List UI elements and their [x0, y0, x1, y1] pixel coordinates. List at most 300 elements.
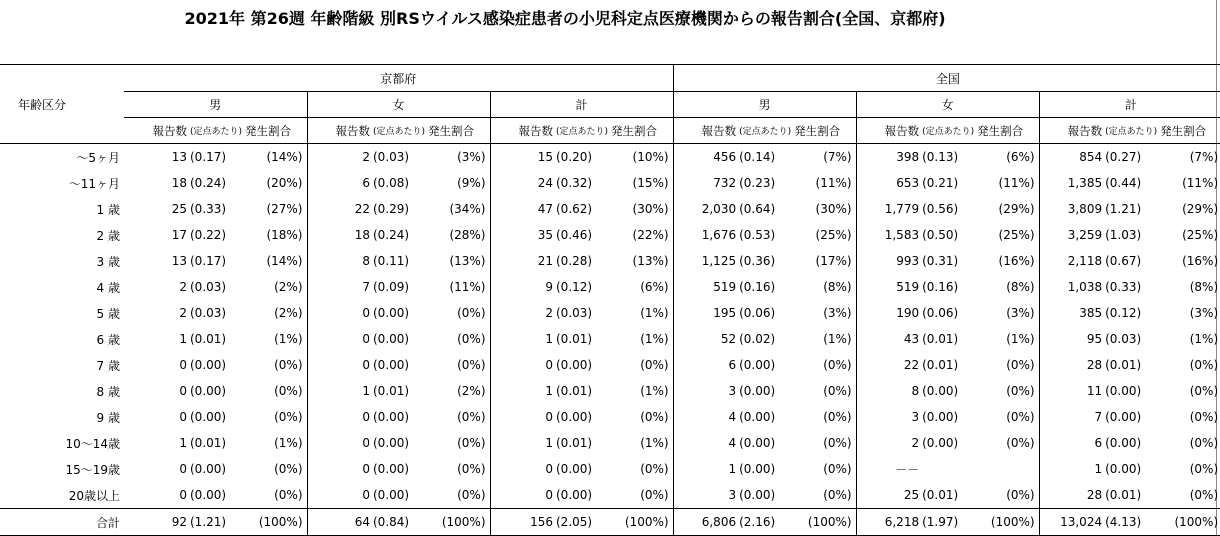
- report-count: 0: [490, 456, 553, 482]
- age-label: 7 歳: [96, 358, 120, 373]
- report-count: 0: [307, 430, 370, 456]
- table-row: [0, 326, 1220, 352]
- per-site-value: (0.06): [739, 306, 776, 320]
- report-count: 1: [179, 332, 187, 346]
- report-count: 1: [1039, 456, 1102, 482]
- incidence-rate: (2%): [457, 384, 486, 398]
- incidence-rate: (0%): [1189, 436, 1219, 450]
- col-per-site-header: (定点あたり): [919, 118, 977, 144]
- per-site-value: (0.00): [373, 488, 410, 502]
- per-site-value: (0.00): [190, 384, 227, 398]
- col-reports-header: 報告数: [1039, 118, 1102, 144]
- report-count: 4: [673, 430, 736, 456]
- per-site-value: (1.21): [187, 509, 245, 536]
- per-site-value: (0.00): [1105, 436, 1142, 450]
- age-label: 5 歳: [96, 306, 120, 321]
- per-site-value: (0.03): [190, 280, 227, 294]
- report-count: 0: [307, 326, 370, 352]
- report-count: 3: [673, 482, 736, 509]
- report-count: 18: [307, 222, 370, 248]
- age-label: 9 歳: [96, 410, 120, 425]
- incidence-rate: (0%): [1006, 488, 1035, 502]
- report-count: 993: [856, 248, 919, 274]
- incidence-rate: (14%): [266, 150, 303, 164]
- report-count: 854: [1039, 144, 1102, 171]
- incidence-rate: (0%): [823, 436, 852, 450]
- report-count: 2,030: [673, 196, 736, 222]
- col-per-site-header: (定点あたり): [1102, 118, 1160, 144]
- incidence-rate: (100%): [428, 509, 490, 536]
- table-row: [0, 274, 1220, 300]
- report-count: 0: [307, 404, 370, 430]
- incidence-rate: (100%): [977, 509, 1039, 536]
- report-count: 2: [307, 144, 370, 171]
- report-count: 1,779: [856, 196, 919, 222]
- col-rate-header: 発生割合: [428, 118, 490, 144]
- incidence-rate: (1%): [640, 436, 669, 450]
- incidence-rate: (0%): [823, 488, 852, 502]
- incidence-rate: (0%): [640, 410, 669, 424]
- per-site-value: (0.01): [922, 488, 959, 502]
- incidence-rate: (100%): [611, 509, 673, 536]
- age-label: 6 歳: [96, 332, 120, 347]
- report-count: 2: [179, 280, 187, 294]
- per-site-value: (0.00): [556, 488, 593, 502]
- per-site-value: (0.01): [556, 436, 593, 450]
- incidence-rate: (13%): [632, 254, 669, 268]
- incidence-rate: (30%): [632, 202, 669, 216]
- report-count: 1,038: [1039, 274, 1102, 300]
- report-count: 0: [179, 384, 187, 398]
- report-count: 8: [856, 378, 919, 404]
- incidence-rate: (0%): [1006, 410, 1035, 424]
- report-count: 64: [307, 509, 370, 536]
- incidence-rate: (0%): [457, 436, 486, 450]
- report-count: 17: [171, 228, 187, 242]
- incidence-rate: (0%): [640, 488, 669, 502]
- report-count: 653: [856, 170, 919, 196]
- per-site-value: (0.12): [556, 280, 593, 294]
- incidence-rate: (0%): [823, 462, 852, 476]
- incidence-rate: (18%): [266, 228, 303, 242]
- table-row: [0, 352, 1220, 378]
- per-site-value: (0.00): [922, 410, 959, 424]
- per-site-value: (4.13): [1102, 509, 1160, 536]
- incidence-rate: (0%): [823, 358, 852, 372]
- per-site-value: (0.00): [190, 462, 227, 476]
- per-site-value: (0.00): [556, 358, 593, 372]
- report-count: 1,583: [856, 222, 919, 248]
- report-count: 0: [490, 404, 553, 430]
- incidence-rate: (8%): [1189, 280, 1219, 294]
- report-count: 43: [856, 326, 919, 352]
- per-site-value: (0.00): [922, 384, 959, 398]
- sex-header: 男: [673, 92, 856, 118]
- table-row: [0, 300, 1220, 326]
- incidence-rate: (1%): [1006, 332, 1035, 346]
- incidence-rate: (6%): [1006, 150, 1035, 164]
- incidence-rate: (0%): [1006, 358, 1035, 372]
- incidence-rate: (11%): [815, 176, 852, 190]
- col-per-site-header: (定点あたり): [370, 118, 428, 144]
- col-reports-header: 報告数: [490, 118, 553, 144]
- col-reports-header: 報告数: [307, 118, 370, 144]
- incidence-rate: (0%): [457, 332, 486, 346]
- report-count: 52: [673, 326, 736, 352]
- table-row: [0, 144, 1220, 171]
- report-count: 1: [673, 456, 736, 482]
- incidence-rate: (0%): [1189, 384, 1219, 398]
- per-site-value: (0.01): [1105, 358, 1142, 372]
- incidence-rate: (28%): [449, 228, 486, 242]
- per-site-value: (0.00): [1105, 384, 1142, 398]
- per-site-value: (0.67): [1105, 254, 1142, 268]
- incidence-rate: (0%): [274, 410, 303, 424]
- incidence-rate: (0%): [457, 410, 486, 424]
- report-count: 190: [856, 300, 919, 326]
- incidence-rate: (1%): [823, 332, 852, 346]
- report-count: 0: [490, 352, 553, 378]
- report-count: 156: [490, 509, 553, 536]
- report-count: 8: [307, 248, 370, 274]
- age-label: 2 歳: [96, 228, 120, 243]
- incidence-rate: (30%): [815, 202, 852, 216]
- per-site-value: (0.00): [739, 462, 776, 476]
- per-site-value: (0.00): [1105, 462, 1142, 476]
- per-site-value: (0.46): [556, 228, 593, 242]
- incidence-rate: (16%): [998, 254, 1035, 268]
- report-count: 1,125: [673, 248, 736, 274]
- incidence-rate: (0%): [1006, 436, 1035, 450]
- age-label: 合計: [0, 509, 124, 536]
- age-label: ～5ヶ月: [76, 150, 120, 165]
- per-site-value: (0.00): [556, 410, 593, 424]
- sex-header: 女: [307, 92, 490, 118]
- incidence-rate: (1%): [640, 332, 669, 346]
- report-count: 3,259: [1039, 222, 1102, 248]
- report-count: 4: [673, 404, 736, 430]
- age-label: ～11ヶ月: [68, 176, 120, 191]
- col-reports-header: 報告数: [124, 118, 187, 144]
- per-site-value: (0.56): [922, 202, 959, 216]
- per-site-value: (0.00): [739, 384, 776, 398]
- per-site-value: [919, 456, 977, 482]
- incidence-rate: (1%): [274, 436, 303, 450]
- total-row: [0, 509, 1220, 536]
- incidence-rate: (0%): [1189, 358, 1219, 372]
- incidence-rate: (0%): [457, 462, 486, 476]
- report-count: －－: [856, 456, 919, 482]
- per-site-value: (0.01): [190, 332, 227, 346]
- report-count: 1,385: [1039, 170, 1102, 196]
- incidence-rate: (25%): [998, 228, 1035, 242]
- incidence-rate: (10%): [632, 150, 669, 164]
- per-site-value: (0.00): [1105, 410, 1142, 424]
- incidence-rate: (29%): [998, 202, 1035, 216]
- report-count: 24: [490, 170, 553, 196]
- report-count: 3,809: [1039, 196, 1102, 222]
- per-site-value: (0.03): [373, 150, 410, 164]
- per-site-value: (0.01): [556, 332, 593, 346]
- col-reports-header: 報告数: [856, 118, 919, 144]
- per-site-value: (0.00): [739, 410, 776, 424]
- report-count: 7: [1039, 404, 1102, 430]
- table-row: [0, 170, 1220, 196]
- incidence-rate: (0%): [640, 462, 669, 476]
- age-label: 10～14歳: [65, 436, 120, 451]
- per-site-value: (0.14): [739, 150, 776, 164]
- report-count: 0: [307, 352, 370, 378]
- incidence-rate: (0%): [274, 488, 303, 502]
- per-site-value: (0.00): [373, 358, 410, 372]
- per-site-value: (0.36): [739, 254, 776, 268]
- per-site-value: (0.33): [1105, 280, 1142, 294]
- incidence-rate: (34%): [449, 202, 486, 216]
- per-site-value: (0.16): [922, 280, 959, 294]
- per-site-value: (0.32): [556, 176, 593, 190]
- per-site-value: (0.00): [190, 410, 227, 424]
- col-per-site-header: (定点あたり): [187, 118, 245, 144]
- incidence-rate: (3%): [1189, 306, 1219, 320]
- table-row: [0, 482, 1220, 509]
- report-count: 35: [490, 222, 553, 248]
- incidence-rate: (29%): [1182, 202, 1219, 216]
- per-site-value: (0.64): [739, 202, 776, 216]
- incidence-rate: (17%): [815, 254, 852, 268]
- incidence-rate: (0%): [274, 462, 303, 476]
- incidence-rate: (1%): [640, 306, 669, 320]
- incidence-rate: (25%): [815, 228, 852, 242]
- table-row: [0, 430, 1220, 456]
- incidence-rate: (0%): [823, 384, 852, 398]
- incidence-rate: [977, 456, 1039, 482]
- incidence-rate: (20%): [266, 176, 303, 190]
- incidence-rate: (25%): [1182, 228, 1219, 242]
- per-site-value: (0.17): [190, 254, 227, 268]
- per-site-value: (1.03): [1105, 228, 1142, 242]
- per-site-value: (0.03): [190, 306, 227, 320]
- report-count: 0: [179, 358, 187, 372]
- incidence-rate: (0%): [1006, 384, 1035, 398]
- report-count: 3: [856, 404, 919, 430]
- report-count: 2: [856, 430, 919, 456]
- incidence-rate: (1%): [274, 332, 303, 346]
- sex-header: 計: [1039, 92, 1220, 118]
- incidence-rate: (13%): [449, 254, 486, 268]
- report-count: 13,024: [1039, 509, 1102, 536]
- incidence-rate: (11%): [449, 280, 486, 294]
- per-site-value: (0.31): [922, 254, 959, 268]
- report-count: 1: [490, 326, 553, 352]
- report-count: 6: [307, 170, 370, 196]
- per-site-value: (0.29): [373, 202, 410, 216]
- per-site-value: (0.01): [190, 436, 227, 450]
- report-count: 18: [171, 176, 187, 190]
- report-count: 22: [856, 352, 919, 378]
- report-count: 13: [171, 254, 187, 268]
- age-label: 1 歳: [96, 202, 120, 217]
- per-site-value: (0.03): [556, 306, 593, 320]
- per-site-value: (0.00): [739, 488, 776, 502]
- incidence-rate: (100%): [245, 509, 307, 536]
- report-count: 6,806: [673, 509, 736, 536]
- region-kyoto-header: 京都府: [124, 65, 673, 92]
- col-rate-header: 発生割合: [1160, 118, 1220, 144]
- incidence-rate: (7%): [823, 150, 852, 164]
- report-count: 0: [307, 456, 370, 482]
- per-site-value: (0.02): [739, 332, 776, 346]
- per-site-value: (0.33): [190, 202, 227, 216]
- age-label: 4 歳: [96, 280, 120, 295]
- report-count: 1: [307, 378, 370, 404]
- incidence-rate: (0%): [457, 488, 486, 502]
- per-site-value: (0.01): [556, 384, 593, 398]
- incidence-rate: (100%): [794, 509, 856, 536]
- per-site-value: (0.01): [922, 358, 959, 372]
- per-site-value: (0.00): [373, 332, 410, 346]
- report-count: 92: [124, 509, 187, 536]
- per-site-value: (0.09): [373, 280, 410, 294]
- per-site-value: (0.08): [373, 176, 410, 190]
- region-national-header: 全国: [673, 65, 1220, 92]
- report-count: 22: [307, 196, 370, 222]
- col-rate-header: 発生割合: [245, 118, 307, 144]
- report-count: 25: [171, 202, 187, 216]
- per-site-value: (0.00): [739, 358, 776, 372]
- per-site-value: (0.00): [373, 462, 410, 476]
- incidence-rate: (0%): [457, 358, 486, 372]
- report-count: 0: [307, 482, 370, 509]
- incidence-rate: (9%): [457, 176, 486, 190]
- incidence-rate: (0%): [640, 358, 669, 372]
- report-count: 1: [490, 378, 553, 404]
- report-count: 6: [1039, 430, 1102, 456]
- incidence-rate: (2%): [274, 306, 303, 320]
- incidence-rate: (0%): [1189, 488, 1219, 502]
- incidence-rate: (14%): [266, 254, 303, 268]
- incidence-rate: (1%): [1189, 332, 1219, 346]
- per-site-value: (0.11): [373, 254, 410, 268]
- report-count: 9: [490, 274, 553, 300]
- report-count: 1,676: [673, 222, 736, 248]
- report-count: 2: [490, 300, 553, 326]
- report-count: 28: [1039, 482, 1102, 509]
- incidence-rate: (0%): [274, 358, 303, 372]
- rsv-report-table: [0, 64, 1220, 536]
- per-site-value: (0.16): [739, 280, 776, 294]
- incidence-rate: (1%): [640, 384, 669, 398]
- incidence-rate: (0%): [274, 384, 303, 398]
- incidence-rate: (3%): [1006, 306, 1035, 320]
- age-label: 8 歳: [96, 384, 120, 399]
- table-row: [0, 248, 1220, 274]
- report-count: 0: [179, 410, 187, 424]
- per-site-value: (2.16): [736, 509, 794, 536]
- per-site-value: (0.01): [373, 384, 410, 398]
- incidence-rate: (6%): [640, 280, 669, 294]
- report-count: 195: [673, 300, 736, 326]
- table-row: [0, 404, 1220, 430]
- report-count: 47: [490, 196, 553, 222]
- per-site-value: (0.01): [1105, 488, 1142, 502]
- per-site-value: (0.00): [190, 358, 227, 372]
- report-count: 6: [673, 352, 736, 378]
- per-site-value: (0.21): [922, 176, 959, 190]
- incidence-rate: (15%): [632, 176, 669, 190]
- report-count: 6,218: [856, 509, 919, 536]
- report-count: 519: [856, 274, 919, 300]
- per-site-value: (0.17): [190, 150, 227, 164]
- report-count: 1: [179, 436, 187, 450]
- per-site-value: (0.00): [739, 436, 776, 450]
- incidence-rate: (27%): [266, 202, 303, 216]
- incidence-rate: (22%): [632, 228, 669, 242]
- per-site-value: (0.53): [739, 228, 776, 242]
- report-count: 385: [1039, 300, 1102, 326]
- per-site-value: (0.00): [373, 436, 410, 450]
- incidence-rate: (11%): [1182, 176, 1219, 190]
- col-per-site-header: (定点あたり): [736, 118, 794, 144]
- per-site-value: (0.24): [373, 228, 410, 242]
- per-site-value: (2.05): [553, 509, 611, 536]
- per-site-value: (0.28): [556, 254, 593, 268]
- report-count: 1: [490, 430, 553, 456]
- report-count: 519: [673, 274, 736, 300]
- age-label: 3 歳: [96, 254, 120, 269]
- per-site-value: (0.44): [1105, 176, 1142, 190]
- age-label: 20歳以上: [68, 488, 120, 503]
- col-rate-header: 発生割合: [794, 118, 856, 144]
- report-count: 0: [179, 462, 187, 476]
- report-count: 3: [673, 378, 736, 404]
- per-site-value: (1.21): [1105, 202, 1142, 216]
- report-count: 15: [490, 144, 553, 171]
- per-site-value: (0.23): [739, 176, 776, 190]
- incidence-rate: (0%): [457, 306, 486, 320]
- col-rate-header: 発生割合: [611, 118, 673, 144]
- incidence-rate: (7%): [1189, 150, 1219, 164]
- incidence-rate: (2%): [274, 280, 303, 294]
- age-label: 15～19歳: [65, 462, 120, 477]
- report-count: 0: [179, 488, 187, 502]
- report-count: 95: [1039, 326, 1102, 352]
- per-site-value: (0.06): [922, 306, 959, 320]
- incidence-rate: (3%): [457, 150, 486, 164]
- per-site-value: (0.12): [1105, 306, 1142, 320]
- col-rate-header: 発生割合: [977, 118, 1039, 144]
- table-row: [0, 378, 1220, 404]
- report-count: 0: [490, 482, 553, 509]
- col-reports-header: 報告数: [673, 118, 736, 144]
- per-site-value: (0.13): [922, 150, 959, 164]
- sex-header: 男: [124, 92, 307, 118]
- per-site-value: (1.97): [919, 509, 977, 536]
- report-count: 13: [171, 150, 187, 164]
- per-site-value: (0.24): [190, 176, 227, 190]
- per-site-value: (0.62): [556, 202, 593, 216]
- incidence-rate: (0%): [1189, 410, 1219, 424]
- per-site-value: (0.00): [373, 306, 410, 320]
- report-count: 21: [490, 248, 553, 274]
- report-count: 7: [307, 274, 370, 300]
- incidence-rate: (0%): [1189, 462, 1219, 476]
- table-row: [0, 196, 1220, 222]
- per-site-value: (0.50): [922, 228, 959, 242]
- per-site-value: (0.00): [922, 436, 959, 450]
- per-site-value: (0.00): [190, 488, 227, 502]
- per-site-value: (0.03): [1105, 332, 1142, 346]
- per-site-value: (0.20): [556, 150, 593, 164]
